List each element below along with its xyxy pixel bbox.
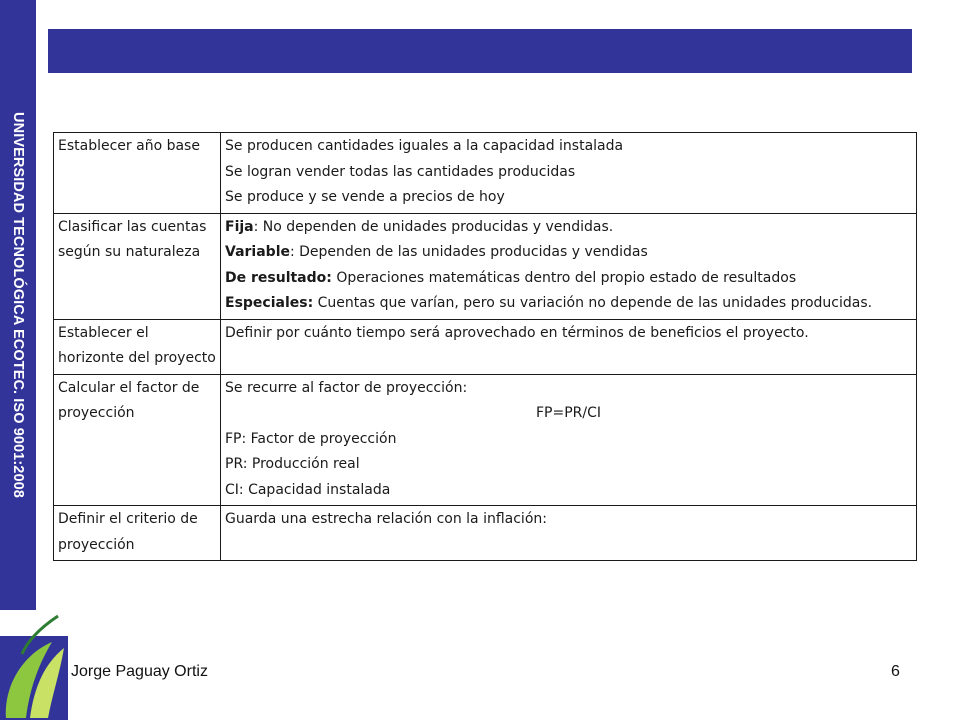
university-name: UNIVERSIDAD TECNOLÓGICA ECOTEC. ISO 9001:2008 (10, 112, 26, 498)
description-text: Se logran vender todas las cantidades producidas (225, 163, 576, 180)
page-number: 6 (891, 663, 900, 680)
account-type-label: Variable (225, 244, 290, 260)
title-bar (48, 29, 912, 73)
footer-author: Jorge Paguay Ortiz (71, 663, 208, 680)
description-text: Guarda una estrecha relación con la inflación: (225, 511, 547, 527)
description-line (225, 291, 912, 317)
description-line (225, 427, 912, 453)
description-line (225, 160, 912, 186)
description-text: FP=PR/CI (535, 405, 602, 421)
table-row (54, 213, 917, 319)
description-line (225, 185, 912, 211)
description-cell (221, 319, 917, 374)
description-text: FP: Factor de proyección (225, 430, 397, 447)
step-cell: Clasificar las cuentas según su naturaleza (54, 213, 221, 319)
description-text: Operaciones matemáticas dentro del propio estado de resultados (331, 269, 797, 286)
step-cell: Calcular el factor de proyección (54, 374, 221, 506)
table-row (54, 374, 917, 506)
description-line (225, 134, 912, 160)
step-cell: Establecer año base (54, 133, 221, 214)
description-line (225, 215, 912, 241)
description-line (225, 452, 912, 478)
description-line (225, 240, 912, 266)
description-line (225, 376, 912, 402)
description-text: CI: Capacidad instalada (225, 481, 391, 498)
description-text: : Dependen de las unidades producidas y vendidas (289, 244, 648, 260)
description-text: Se produce y se vende a precios de hoy (225, 189, 505, 205)
description-text: Definir por cuánto tiempo será aprovechado en términos de beneficios el proyecto. (225, 324, 809, 341)
description-cell (221, 506, 917, 561)
account-type-label: De resultado: (225, 269, 332, 286)
step-cell: Establecer el horizonte del proyecto (54, 319, 221, 374)
table-row (54, 506, 917, 561)
side-band (0, 0, 36, 610)
description-line (225, 507, 912, 533)
step-cell: Definir el criterio de proyección (54, 506, 221, 561)
description-cell (221, 374, 917, 506)
table-row (54, 133, 917, 214)
account-type-label: Especiales: (225, 295, 314, 311)
description-text: Se recurre al factor de proyección: (225, 379, 468, 396)
description-text: : No dependen de unidades producidas y vendidas. (253, 218, 614, 235)
description-text: Se producen cantidades iguales a la capacidad instalada (225, 138, 624, 154)
description-line (225, 478, 912, 504)
description-cell (221, 213, 917, 319)
table-row (54, 319, 917, 374)
content-table (53, 132, 917, 561)
ecotec-logo (0, 614, 68, 720)
description-cell (221, 133, 917, 214)
table-body (54, 133, 917, 561)
description-text: PR: Producción real (225, 456, 360, 472)
description-line (225, 321, 912, 347)
account-type-label: Fija (225, 218, 254, 235)
description-line (225, 266, 912, 292)
description-text: Cuentas que varían, pero su variación no depende de las unidades producidas. (313, 295, 873, 311)
description-line (225, 401, 912, 427)
